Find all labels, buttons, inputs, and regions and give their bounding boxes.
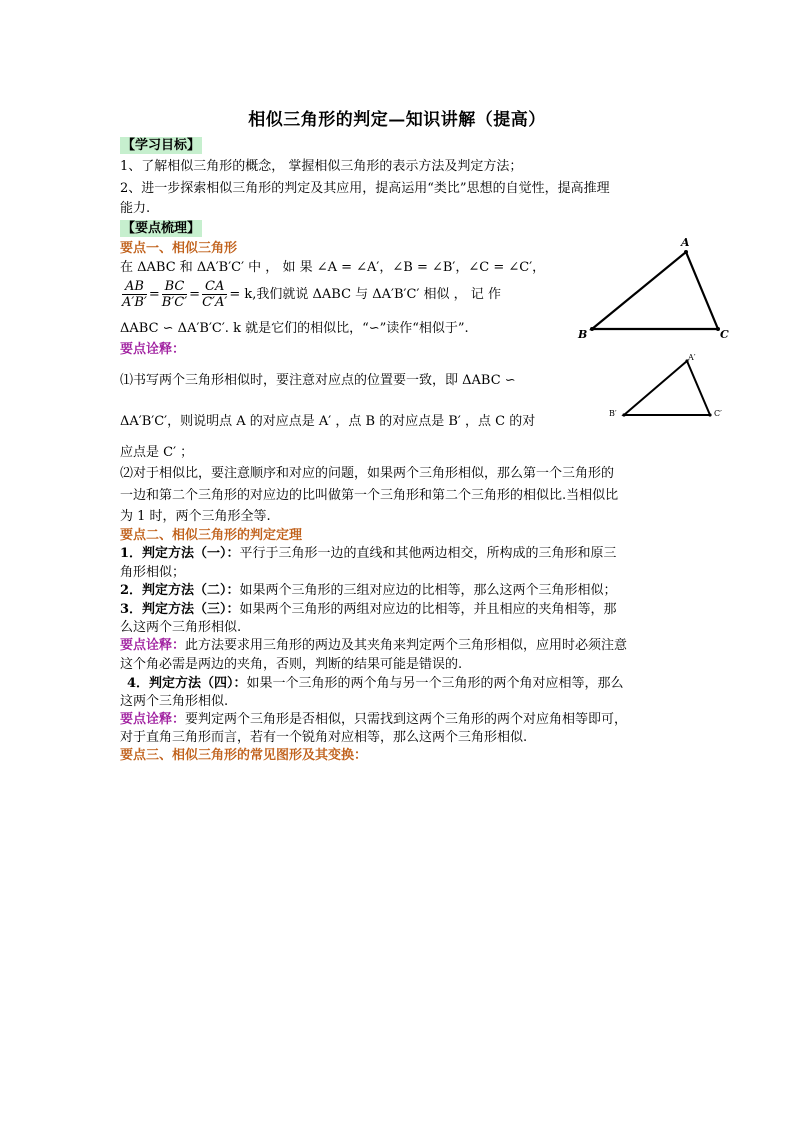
note-3-cont: 这个角必需是两边的夹角，否则，判断的结果可能是错误的. bbox=[120, 657, 463, 672]
note-3: 要点诠释：此方法要求用三角形的两边及其夹角来判定两个三角形相似，应用时必须注意 bbox=[120, 638, 628, 653]
goal-1: 1、了解相似三角形的概念， 掌握相似三角形的表示方法及判定方法； bbox=[120, 159, 523, 174]
label-b: B bbox=[578, 328, 588, 341]
point-2-heading: 要点二、相似三角形的判定定理 bbox=[120, 528, 303, 543]
method-1-cont: 角形相似； bbox=[120, 565, 186, 580]
note-2a: ⑵对于相似比，要注意顺序和对应的问题，如果两个三角形相似，那么第一个三角形的 bbox=[120, 466, 615, 481]
fraction-ca: $\frac{CA}{C'A'}$ bbox=[202, 279, 228, 310]
note-1b: ΔA′B′C′，则说明点 A 的对应点是 A′ ，点 B 的对应点是 B′ ，点 C 的对 bbox=[120, 414, 536, 429]
note-4: 要点诠释：要判定两个三角形是否相似，只需找到这两个三角形的两个对应角相等即可， bbox=[120, 712, 628, 727]
point-3-heading: 要点三、相似三角形的常见图形及其变换： bbox=[120, 748, 368, 763]
vertex-b1 bbox=[622, 413, 625, 416]
fraction-bc: $\frac{BC}{B'C'}$ bbox=[161, 279, 188, 310]
triangle-a1b1c1-figure bbox=[602, 350, 742, 425]
fraction-ab: $\frac{AB}{A'B'}$ bbox=[122, 279, 147, 310]
label-c: C bbox=[720, 328, 729, 341]
point-1-line1: 在 ΔABC 和 ΔA′B′C′ 中 ， 如 果 ∠A = ∠A′，∠B = ∠B′，∠C = ∠C′， bbox=[120, 260, 546, 275]
method-1: 1．判定方法（一）：平行于三角形一边的直线和其他两边相交，所构成的三角形和原三 bbox=[120, 546, 617, 561]
goal-2b: 能力. bbox=[120, 201, 151, 216]
label-b1: B′ bbox=[609, 409, 617, 418]
point-1-line3: ΔABC ∽ ΔA′B′C′. k 就是它们的相似比，“∽”读作“相似于”. bbox=[120, 321, 469, 336]
label-c1: C′ bbox=[714, 409, 722, 418]
method-3-cont: 么这两个三角形相似. bbox=[120, 620, 242, 635]
learning-goals-tag: 【学习目标】 bbox=[122, 138, 201, 153]
note-label-1: 要点诠释： bbox=[120, 342, 186, 357]
note-1a: ⑴书写两个三角形相似时，要注意对应点的位置要一致，即 ΔABC ∽ bbox=[120, 373, 516, 388]
note-2b: 一边和第二个三角形的对应边的比叫做第一个三角形和第二个三角形的相似比.当相似比 bbox=[120, 488, 619, 503]
key-points-tag: 【要点梳理】 bbox=[122, 221, 201, 236]
vertex-c1 bbox=[708, 413, 711, 416]
method-4-cont: 这两个三角形相似. bbox=[120, 694, 229, 709]
page-title: 相似三角形的判定—知识讲解（提高） bbox=[248, 110, 546, 130]
method-2: 2．判定方法（二）：如果两个三角形的三组对应边的比相等，那么这两个三角形相似； bbox=[120, 583, 617, 598]
label-a: A bbox=[681, 236, 690, 249]
triangle-abc bbox=[592, 252, 718, 329]
note-1c: 应点是 C′ ； bbox=[120, 445, 194, 460]
ratio-equation: $\frac{AB}{A'B'}$ = $\frac{BC}{B'C'}$ = $\frac{CA}{C'A'}$ = k,我们就说 ΔABC 与 ΔA′B′C′ 相似 ， 记 作 bbox=[122, 279, 501, 310]
method-4: 4．判定方法（四）：如果一个三角形的两个角与另一个三角形的两个角对应相等，那么 bbox=[127, 676, 624, 691]
goal-2a: 2、进一步探索相似三角形的判定及其应用，提高运用“类比”思想的自觉性，提高推理 bbox=[120, 181, 610, 196]
note-2c: 为 1 时，两个三角形全等. bbox=[120, 509, 271, 524]
method-3: 3．判定方法（三）：如果两个三角形的两组对应边的比相等，并且相应的夹角相等，那 bbox=[120, 602, 617, 617]
point-1-heading: 要点一、相似三角形 bbox=[120, 241, 238, 256]
label-a1: A′ bbox=[688, 353, 696, 362]
vertex-a bbox=[684, 250, 688, 254]
triangle-abc-figure bbox=[570, 232, 740, 344]
vertex-b bbox=[590, 327, 594, 331]
triangle-a1b1c1 bbox=[624, 361, 710, 415]
note-4-cont: 对于直角三角形而言，若有一个锐角对应相等，那么这两个三角形相似. bbox=[120, 730, 528, 745]
